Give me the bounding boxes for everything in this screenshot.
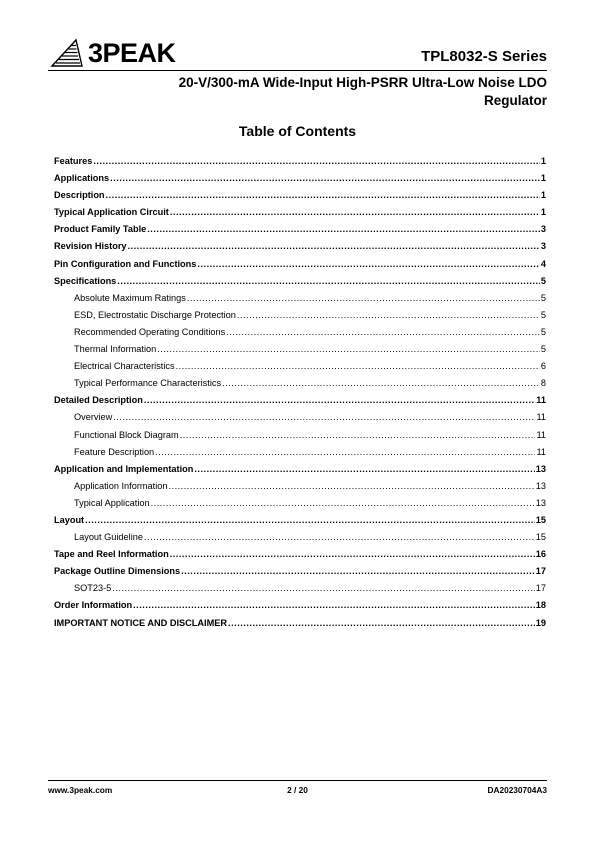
toc-entry-page: 1 bbox=[540, 190, 546, 201]
toc-entry-title: Electrical Characteristics bbox=[74, 361, 175, 372]
toc-entry-page: 11 bbox=[536, 446, 546, 457]
toc-entry-page: 16 bbox=[535, 549, 546, 560]
toc-entry-page: 1 bbox=[540, 207, 546, 218]
toc-entry[interactable] bbox=[54, 273, 546, 290]
toc-dot-leader bbox=[147, 221, 540, 238]
footer-divider bbox=[48, 780, 547, 781]
toc-dot-leader bbox=[180, 427, 536, 444]
toc-subentry[interactable] bbox=[54, 307, 546, 324]
toc-entry-title: Order Information bbox=[54, 600, 133, 611]
toc-entry-title: Overview bbox=[74, 412, 113, 423]
toc-dot-leader bbox=[112, 580, 534, 597]
product-title: 20-V/300-mA Wide-Input High-PSRR Ultra-Low Noise LDO Regulator bbox=[178, 75, 547, 108]
toc-entry-title: Recommended Operating Conditions bbox=[74, 326, 226, 337]
toc-entry[interactable] bbox=[54, 392, 546, 409]
toc-entry-page: 5 bbox=[540, 309, 546, 320]
toc-entry[interactable] bbox=[54, 187, 546, 204]
toc-subentry[interactable] bbox=[54, 409, 546, 426]
toc-entry-page: 1 bbox=[540, 156, 546, 166]
toc-entry[interactable] bbox=[54, 238, 546, 255]
toc-entry-page: 15 bbox=[535, 514, 546, 525]
toc-dot-leader bbox=[151, 495, 535, 512]
toc-subentry[interactable] bbox=[54, 427, 546, 444]
toc-dot-leader bbox=[237, 307, 540, 324]
toc-entry-title: Functional Block Diagram bbox=[74, 429, 179, 440]
toc-entry[interactable] bbox=[54, 546, 546, 563]
toc-entry-page: 13 bbox=[535, 497, 546, 508]
toc-entry-page: 3 bbox=[540, 241, 546, 252]
toc-entry-title: Absolute Maximum Ratings bbox=[74, 292, 186, 303]
logo-wordmark: 3PEAK bbox=[88, 37, 176, 68]
peak-logo-icon bbox=[50, 38, 84, 68]
toc-entry-title: Specifications bbox=[54, 275, 117, 286]
toc-dot-leader bbox=[144, 529, 535, 546]
toc-dot-leader bbox=[157, 341, 540, 358]
toc-entry[interactable] bbox=[54, 597, 546, 614]
toc-subentry[interactable] bbox=[54, 495, 546, 512]
toc-entry[interactable] bbox=[54, 461, 546, 478]
toc-entry-page: 11 bbox=[536, 429, 546, 440]
toc-subentry[interactable] bbox=[54, 341, 546, 358]
series-title: TPL8032-S Series bbox=[421, 48, 547, 65]
page-footer bbox=[48, 785, 547, 797]
toc-entry-title: IMPORTANT NOTICE AND DISCLAIMER bbox=[54, 617, 228, 628]
toc-dot-leader bbox=[181, 563, 535, 580]
toc-entry[interactable] bbox=[54, 170, 546, 187]
toc-entry-title: Pin Configuration and Functions bbox=[54, 258, 197, 269]
toc-entry[interactable] bbox=[54, 256, 546, 273]
toc-entry-title: Typical Application Circuit bbox=[54, 207, 169, 218]
toc-subentry[interactable] bbox=[54, 444, 546, 461]
toc-dot-leader bbox=[176, 358, 540, 375]
toc-subentry[interactable] bbox=[54, 478, 546, 495]
toc-entry[interactable] bbox=[54, 512, 546, 529]
toc-subentry[interactable] bbox=[54, 529, 546, 546]
toc-dot-leader bbox=[187, 290, 540, 307]
toc-entry[interactable] bbox=[54, 221, 546, 238]
toc-entry-title: Typical Application bbox=[74, 497, 150, 508]
toc-entry-title: Product Family Table bbox=[54, 224, 147, 235]
toc-entry-page: 19 bbox=[535, 617, 546, 628]
toc-entry-page: 5 bbox=[540, 344, 546, 355]
toc-dot-leader bbox=[170, 204, 540, 221]
toc-dot-leader bbox=[128, 238, 540, 255]
toc-entry-title: Detailed Description bbox=[54, 395, 143, 406]
toc-entry[interactable] bbox=[54, 563, 546, 580]
toc-entry-page: 17 bbox=[535, 566, 546, 577]
toc-dot-leader bbox=[222, 375, 540, 392]
toc-entry-page: 13 bbox=[535, 480, 546, 491]
toc-dot-leader bbox=[170, 546, 535, 563]
toc-entry-page: 1 bbox=[540, 173, 546, 184]
toc-entry-title: Applications bbox=[54, 173, 110, 184]
toc-dot-leader bbox=[110, 170, 540, 187]
toc-heading: Table of Contents bbox=[238, 123, 357, 139]
toc-entry-title: Application Information bbox=[74, 480, 168, 491]
toc-entry-title: Package Outline Dimensions bbox=[54, 566, 181, 577]
toc-dot-leader bbox=[133, 597, 535, 614]
toc-entry-page: 3 bbox=[540, 224, 546, 235]
toc-entry-title: Tape and Reel Information bbox=[54, 549, 169, 560]
toc-dot-leader bbox=[93, 153, 540, 170]
toc-entry-page: 8 bbox=[540, 378, 546, 389]
toc-dot-leader bbox=[226, 324, 540, 341]
toc-dot-leader bbox=[117, 273, 540, 290]
toc-entry-page: 13 bbox=[535, 463, 546, 474]
toc-dot-leader bbox=[194, 461, 534, 478]
toc-dot-leader bbox=[85, 512, 535, 529]
toc-entry-title: Layout bbox=[54, 514, 85, 525]
toc-entry-page: 6 bbox=[540, 361, 546, 372]
company-logo bbox=[50, 36, 190, 70]
toc-subentry[interactable] bbox=[54, 358, 546, 375]
toc-entry-page: 5 bbox=[540, 326, 546, 337]
toc-entry-title: Feature Description bbox=[74, 446, 155, 457]
toc-entry[interactable] bbox=[54, 204, 546, 221]
toc-entry-title: SOT23-5 bbox=[74, 583, 112, 594]
footer-page-indicator: 2 / 20 bbox=[287, 785, 308, 795]
toc-entry-page: 11 bbox=[536, 412, 546, 423]
toc-subentry[interactable] bbox=[54, 324, 546, 341]
toc-entry-page: 18 bbox=[535, 600, 546, 611]
toc-entry[interactable] bbox=[54, 615, 546, 632]
toc-entry-page: 15 bbox=[535, 532, 546, 543]
toc-dot-leader bbox=[155, 444, 535, 461]
toc-entry[interactable] bbox=[54, 153, 546, 170]
toc-entry-title: ESD, Electrostatic Discharge Protection bbox=[74, 309, 236, 320]
toc-entry-page: 5 bbox=[540, 275, 546, 286]
toc-dot-leader bbox=[144, 392, 535, 409]
toc-entry-page: 17 bbox=[535, 583, 546, 594]
toc-entry-title: Revision History bbox=[54, 241, 127, 252]
toc-dot-leader bbox=[197, 256, 539, 273]
table-of-contents bbox=[54, 153, 546, 632]
toc-entry-page: 11 bbox=[536, 395, 546, 406]
footer-doc-number: DA20230704A3 bbox=[487, 785, 547, 795]
toc-dot-leader bbox=[113, 409, 535, 426]
toc-entry-title: Features bbox=[54, 156, 93, 166]
toc-subentry[interactable] bbox=[54, 290, 546, 307]
toc-dot-leader bbox=[106, 187, 540, 204]
footer-website-link[interactable]: www.3peak.com bbox=[48, 785, 113, 795]
toc-subentry[interactable] bbox=[54, 580, 546, 597]
toc-entry-title: Thermal Information bbox=[74, 344, 157, 355]
toc-entry-title: Typical Performance Characteristics bbox=[74, 378, 222, 389]
header-divider bbox=[48, 70, 547, 71]
toc-subentry[interactable] bbox=[54, 375, 546, 392]
toc-entry-page: 5 bbox=[540, 292, 546, 303]
toc-entry-title: Layout Guideline bbox=[74, 532, 143, 543]
toc-dot-leader bbox=[168, 478, 534, 495]
toc-entry-title: Application and Implementation bbox=[54, 463, 194, 474]
toc-entry-page: 4 bbox=[540, 258, 546, 269]
toc-dot-leader bbox=[228, 615, 535, 632]
toc-entry-title: Description bbox=[54, 190, 105, 201]
